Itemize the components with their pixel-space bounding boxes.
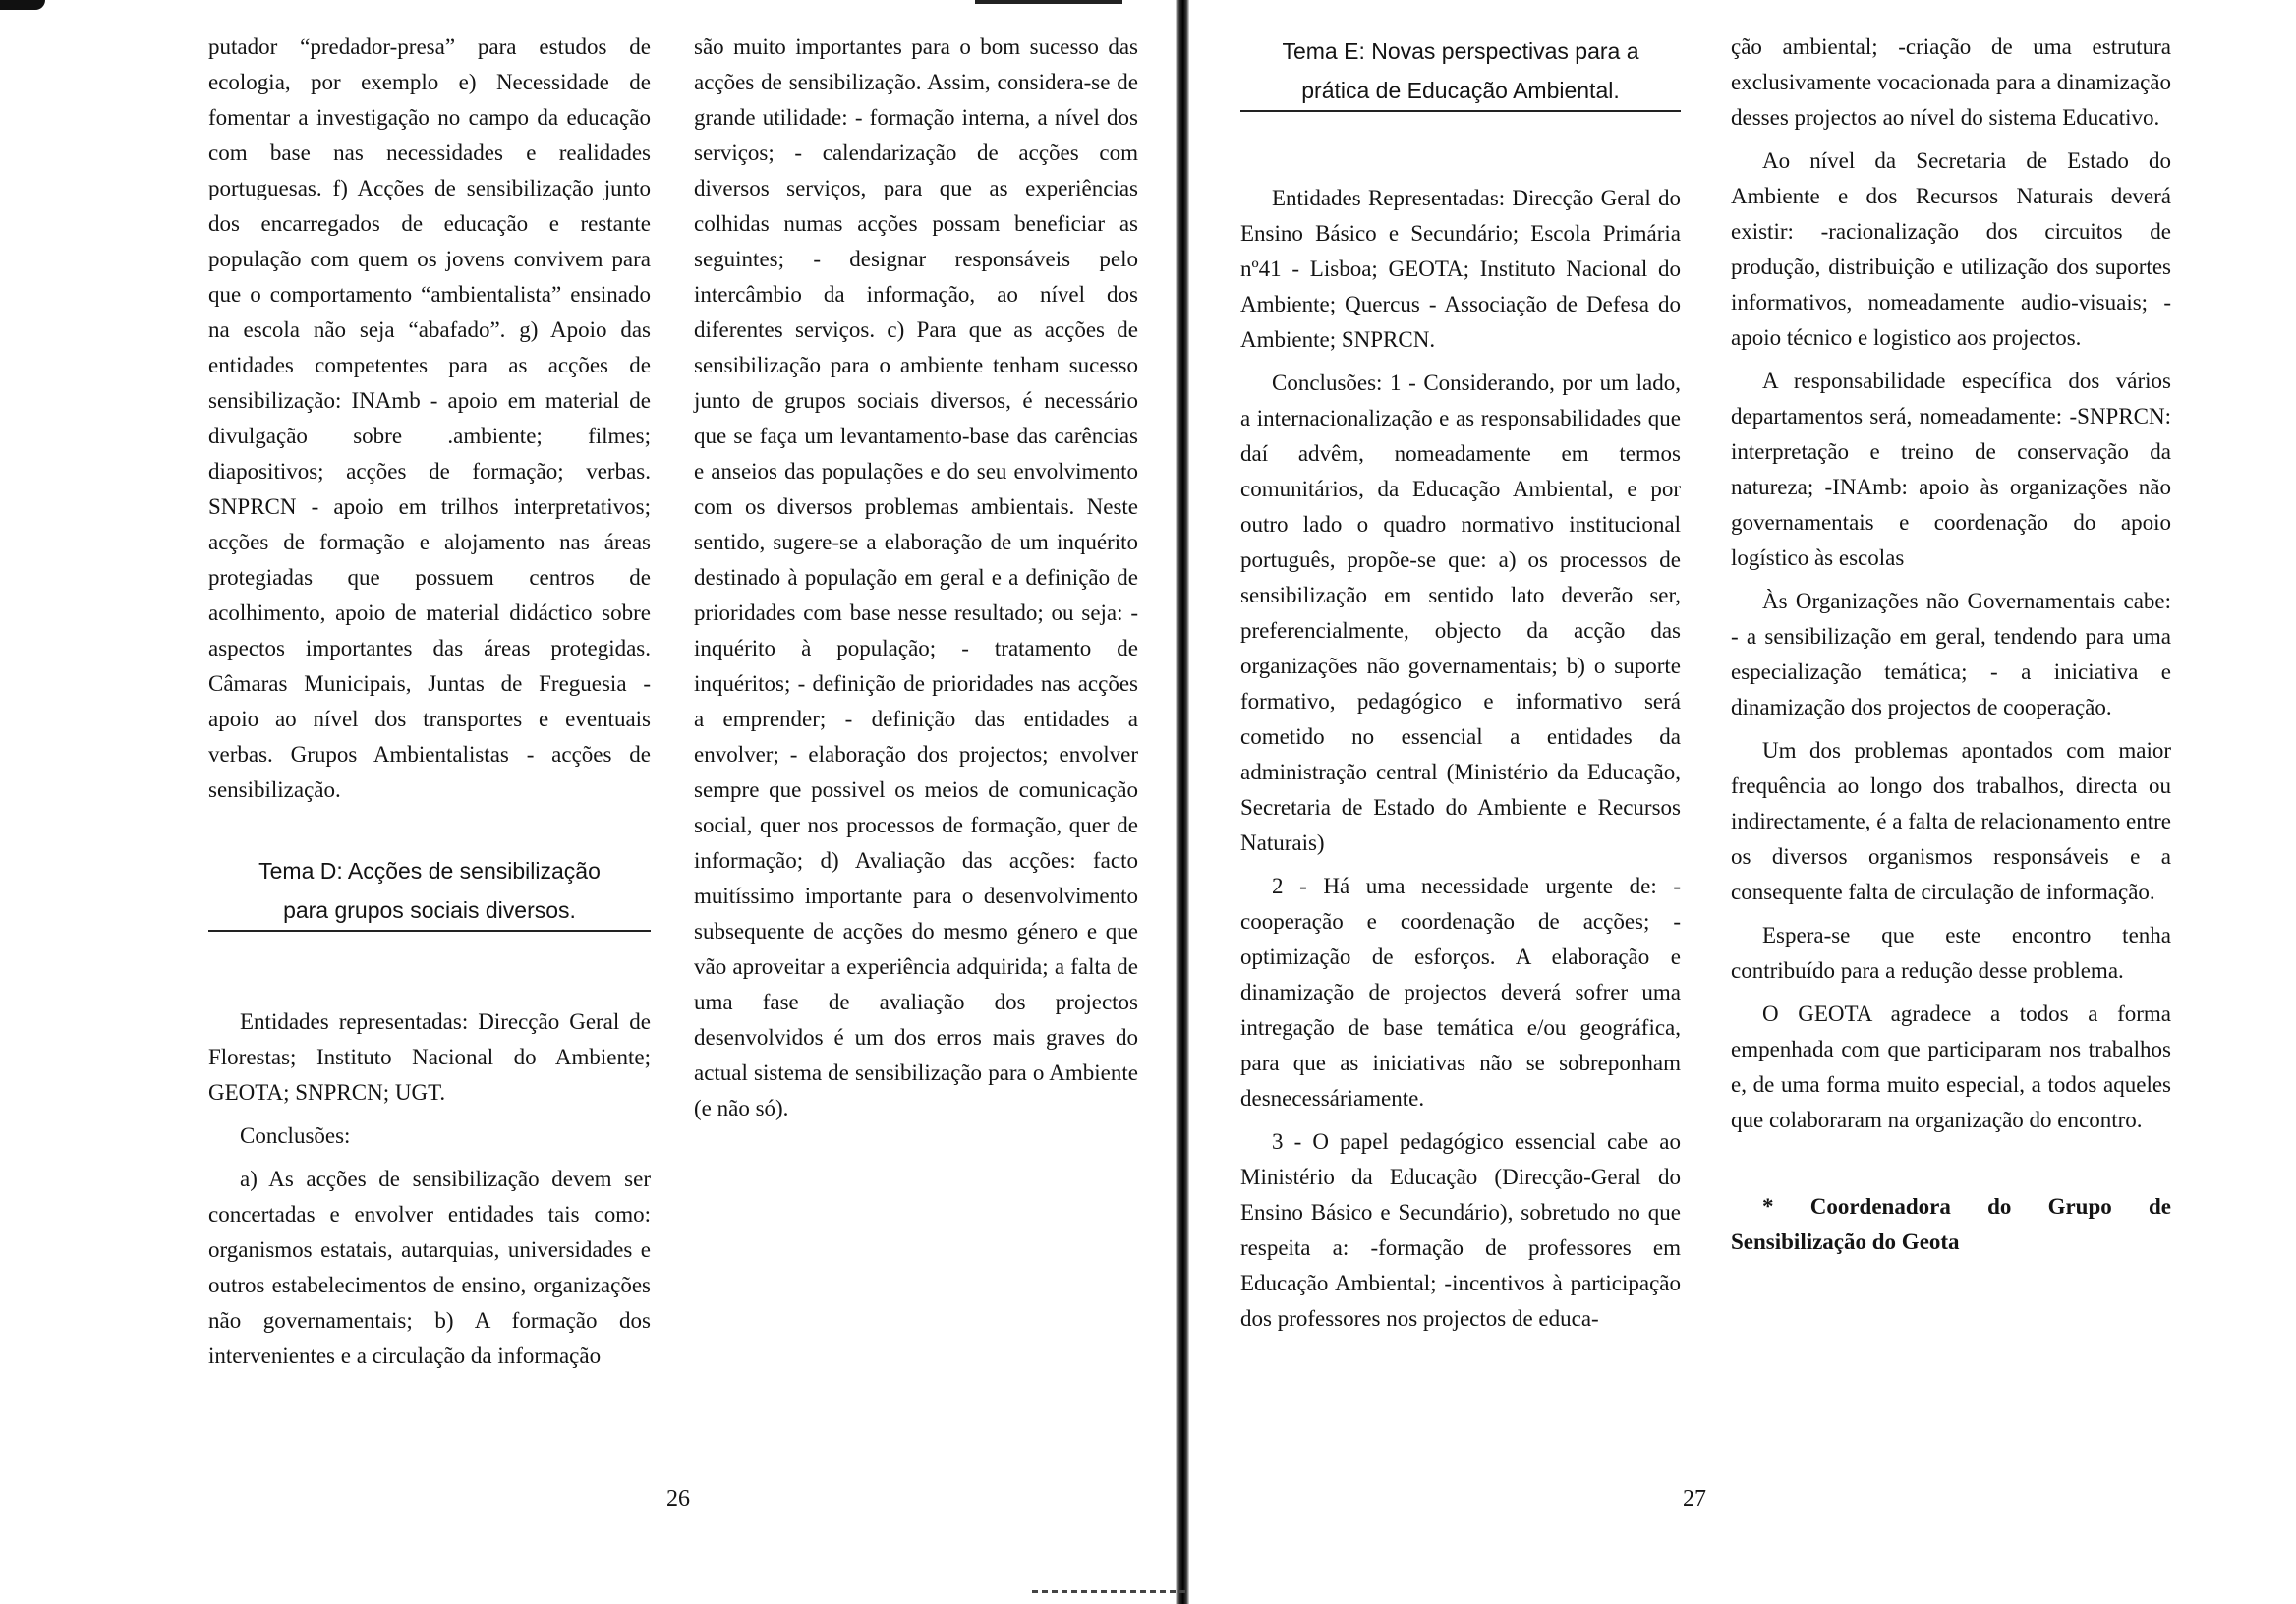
page-number: 27 — [1683, 1486, 1706, 1512]
body-paragraph: O GEOTA agradece a todos a forma empenhada com que participaram nos trabalhos e, de uma forma muito especial, a todos aqueles que colaboraram na organização do encontro. — [1731, 1002, 2171, 1132]
body-paragraph: Às Organizações não Governamentais cabe: - a sensibilização em geral, tendendo para uma especialização temática; - a iniciativa e dinamização dos projectos de cooperação. — [1731, 589, 2171, 719]
body-paragraph: a) As acções de sensibilização devem ser concertadas e envolver entidades tais como: organismos estatais, autarquias, universidades e outros estabelecimentos de ensino, organizações não governamentais; b) A formação dos intervenientes e a circulação da informação — [208, 1167, 651, 1368]
body-paragraph: Ao nível da Secretaria de Estado do Ambiente e dos Recursos Naturais deverá existir: -racionalização dos circuitos de produção, distribuição e utilização dos suportes informativos, nomeadamente audio-visuais; -apoio técnico e logistico aos projectos. — [1731, 148, 2171, 350]
theme-heading-line-underlined: para grupos sociais diversos. — [208, 890, 651, 932]
body-paragraph: são muito importantes para o bom sucesso das acções de sensibilização. Assim, considera-se de grande utilidade: - formação interna, a nível dos serviços; - calendarização de acções com diversos serviços, para que as experiências colhidas numas acções possam beneficiar as seguintes; - designar responsáveis pelo intercâmbio da informação, ao nível dos diferentes serviços. c) Para que as acções de sensibilização para o ambiente tenham sucesso junto de grupos sociais diversos, é necessário que se faça um levantamento-base das carências e anseios das populações e do seu envolvimento com os diversos problemas ambientais. Neste sentido, sugere-se a elaboração de um inquérito destinado à população em geral e a definição de prioridades com base nesse resultado; ou seja: - inquérito à população; - tratamento de inquéritos; - definição de prioridades nas acções a emprender; - definição das entidades a envolver; - elaboração dos projectos; envolver sempre que possivel os meios de comunicação social, quer nos processos de formação, quer de informação; d) Avaliação das acções: facto muitíssimo importante para o desenvolvimento subsequente de acções do mesmo género e que vão aproveitar a experiência adquirida; a falta de uma fase de avaliação dos projectos desenvolvidos é um dos erros mais graves do actual sistema de sensibilização para o Ambiente (e não só). — [694, 34, 1138, 1120]
page-number: 26 — [666, 1486, 690, 1512]
author-credit: * Coordenadora do Grupo de Sensibilização do Geota — [1731, 1194, 2171, 1254]
scan-top-mark — [975, 0, 1122, 4]
body-paragraph: Entidades representadas: Direcção Geral de Florestas; Instituto Nacional do Ambiente; GEOTA; SNPRCN; UGT. — [208, 1009, 651, 1105]
body-paragraph: ção ambiental; -criação de uma estrutura exclusivamente vocacionada para a dinamização desses projectos ao nível do sistema Educativo. — [1731, 34, 2171, 130]
scan-corner-mark — [0, 0, 45, 10]
conclusions-label: Conclusões: — [240, 1123, 351, 1148]
theme-d-heading — [208, 851, 651, 932]
left-page-column-2 — [694, 29, 1138, 1134]
theme-heading-line: Tema E: Novas perspectivas para a — [1282, 38, 1639, 64]
theme-heading-line-underlined: prática de Educação Ambiental. — [1240, 71, 1681, 112]
body-paragraph: A responsabilidade específica dos vários departamentos será, nomeadamente: -SNPRCN: interpretação e treino de conservação da natureza; -INAmb: apoio às organizações não governamentais e coordenação do apoio logístico às escolas — [1731, 369, 2171, 570]
body-paragraph: Entidades Representadas: Direcção Geral do Ensino Básico e Secundário; Escola Primária nº41 - Lisboa; GEOTA; Instituto Nacional do Ambiente; Quercus - Associação de Defesa do Ambiente; SNPRCN. — [1240, 186, 1681, 352]
body-paragraph: 3 - O papel pedagógico essencial cabe ao Ministério da Educação (Direcção-Geral do Ensino Básico e Secundário), sobretudo no que respeita a: -formação de professores em Educação Ambiental; -incentivos à participação dos professores nos projectos de educa- — [1240, 1129, 1681, 1331]
body-paragraph: Espera-se que este encontro tenha contribuído para a redução desse problema. — [1731, 923, 2171, 983]
body-paragraph: Conclusões: 1 - Considerando, por um lado, a internacionalização e as responsabilidades que daí advêm, nomeadamente em termos comunitários, da Educação Ambiental, e por outro lado o quadro normativo institucional português, propõe-se que: a) os processos de sensibilização em sentido lato deverão ser, preferencialmente, objecto da acção das organizações não governamentais; b) o suporte formativo, pedagógico e informativo será cometido no essencial a entidades da administração central (Ministério da Educação, Secretaria de Estado do Ambiente e Recursos Naturais) — [1240, 371, 1681, 855]
scan-bottom-mark — [1032, 1590, 1189, 1593]
body-paragraph: putador “predador-presa” para estudos de ecologia, por exemplo e) Necessidade de fomentar a investigação no campo da educação com base nas necessidades e realidades portuguesas. f) Acções de sensibilização junto dos encarregados de educação e restante população com quem os jovens convivem para que o comportamento “ambientalista” ensinado na escola não seja “abafado”. g) Apoio das entidades competentes para as acções de sensibilização: INAmb - apoio em material de divulgação sobre .ambiente; filmes; diapositivos; acções de formação; verbas. SNPRCN - apoio em trilhos interpretativos; acções de formação e alojamento nas áreas protegiadas que possuem centros de acolhimento, apoio de material didáctico sobre aspectos importantes das áreas protegidas. Câmaras Municipais, Juntas de Freguesia - apoio ao nível dos transportes e eventuais verbas. Grupos Ambientalistas - acções de sensibilização. — [208, 34, 651, 802]
body-paragraph: Um dos problemas apontados com maior frequência ao longo dos trabalhos, directa ou indirectamente, é a falta de relacionamento entre os diversos organismos responsáveis e a consequente falta de circulação de informação. — [1731, 738, 2171, 904]
theme-heading-line: Tema D: Acções de sensibilização — [258, 858, 601, 884]
left-page-column-1 — [208, 29, 651, 1382]
body-paragraph: 2 - Há uma necessidade urgente de: - cooperação e coordenação de acções; - optimização de esforços. A elaboração e dinamização de projectos deverá sofrer uma intregação de base temática e/ou geográfica, para que as iniciativas não se sobreponham desnecessáriamente. — [1240, 874, 1681, 1111]
right-page — [1179, 0, 2296, 1604]
right-page-column-1 — [1240, 29, 1681, 1345]
right-page-column-2 — [1731, 29, 2171, 1268]
theme-e-heading — [1240, 31, 1681, 112]
